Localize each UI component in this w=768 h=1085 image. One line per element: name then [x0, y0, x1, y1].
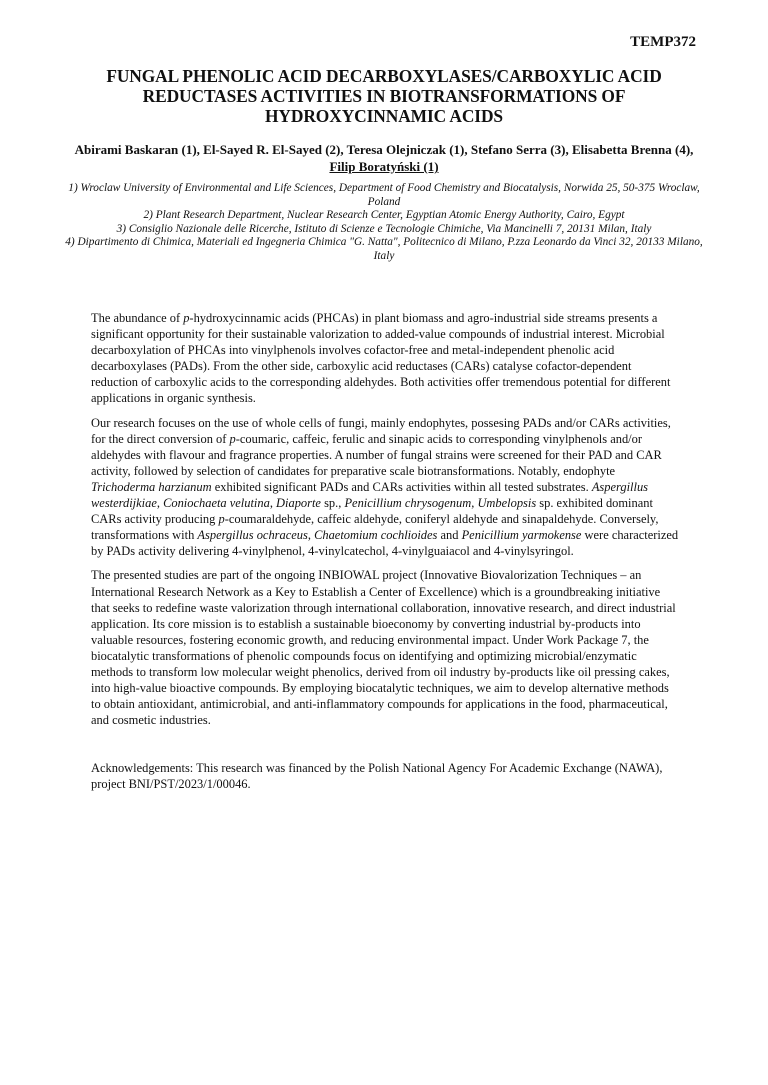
- italic-term: Trichoderma harzianum: [91, 479, 212, 494]
- paragraph-introduction: [91, 310, 681, 407]
- italic-term: Coniochaeta velutina: [163, 496, 270, 511]
- presenting-author: Filip Boratyński (1): [329, 159, 439, 174]
- italic-term: Diaporte: [276, 496, 321, 511]
- italic-term: p: [218, 512, 225, 527]
- italic-term: Chaetomium cochlioides: [314, 528, 438, 543]
- abstract-code: TEMP372: [630, 34, 696, 50]
- text-run: ,: [471, 496, 478, 511]
- affiliation: 2) Plant Research Department, Nuclear Research Center, Egyptian Atomic Energy Authority, Cairo, Egypt: [143, 209, 625, 222]
- title-line: FUNGAL PHENOLIC ACID DECARBOXYLASES/CARBOXYLIC ACID: [106, 66, 662, 86]
- italic-term: Penicillium chrysogenum: [344, 496, 472, 511]
- text-run: ,: [269, 496, 277, 511]
- abstract-body: [91, 310, 681, 736]
- italic-term: p: [229, 431, 236, 446]
- text-run: The presented studies are part of the ongoing INBIOWAL project (Innovative Biovalorization Techniques – an International Research Network as a Key to Establish a Center of Excellence) which is a groundbreaking initiative that seeks to redefine waste valorization through international collaboration, innovative research, and direct industrial application. Its core mission is to establish a sustainable bioeconomy by converting industrial by-products into valuable resources, fostering economic growth, and reducing environmental impact. Under Work Package 7, the biocatalytic transformations of phenolic compounds focus on identifying and optimizing microbial/enzymatic methods to transform low molecular weight phenolics, derived from oil industry by-products like oil pressing cakes, into high-value bioactive compounds. By employing biocatalytic techniques, we aim to develop alternative methods to obtain antioxidant, antimicrobial, and anti-inflammatory compounds for applications in the food, pharmaceutical, and cosmetic industries.: [91, 568, 676, 728]
- title-line: HYDROXYCINNAMIC ACIDS: [265, 106, 503, 126]
- text-run: were characterized by PADs activity delivering 4-vinylphenol, 4-vinylcatechol, 4-vinylguaiacol and 4-vinylsyringol.: [91, 528, 679, 559]
- text-run: ,: [307, 528, 315, 543]
- affiliation: 3) Consiglio Nazionale delle Ricerche, Istituto di Scienze e Tecnologie Chimiche, Via Mancinelli 7, 20131 Milan, Italy: [116, 222, 652, 235]
- paper-title: [60, 66, 708, 126]
- text-run: and: [437, 528, 462, 543]
- italic-term: Aspergillus ochraceus: [197, 528, 308, 543]
- text-run: -coumaraldehyde, caffeic aldehyde, coniferyl aldehyde and sinapaldehyde. Conversely, transformations with: [91, 512, 659, 543]
- italic-term: Umbelopsis: [477, 496, 537, 511]
- text-run: ,: [156, 496, 164, 511]
- author-list: [60, 141, 708, 175]
- text-run: sp. exhibited dominant CARs activity producing: [91, 496, 653, 527]
- text-run: exhibited significant PADs and CARs activities within all tested substrates.: [211, 479, 592, 494]
- affiliation: 4) Dipartimento di Chimica, Materiali ed Ingegneria Chimica "G. Natta", Politecnico di Milano, P.zza Leonardo da Vinci 32, 20133 Milano, Italy: [65, 236, 703, 262]
- acknowledgements: Acknowledgements: This research was financed by the Polish National Agency For Academic Exchange (NAWA), project BNI/PST/2023/1/00046.: [91, 761, 663, 792]
- italic-term: Aspergillus westerdijkiae: [91, 479, 649, 511]
- title-line: REDUCTASES ACTIVITIES IN BIOTRANSFORMATIONS OF: [142, 86, 626, 106]
- text-run: -coumaric, caffeic, ferulic and sinapic acids to corresponding vinylphenols and/or aldehydes with flavour and fragrance properties. A number of fungal strains were screened for their PAD and CAR activity, followed by selection of candidates for preparative scale biotransformations. Notably, endophyte: [91, 431, 662, 478]
- text-run: Our research focuses on the use of whole cells of fungi, mainly endophytes, possesing PADs and/or CARs activities, for the direct conversion of: [91, 415, 671, 446]
- text-run: -hydroxycinnamic acids (PHCAs) in plant biomass and agro-industrial side streams presents a significant opportunity for their sustainable valorization to added-value compounds of industrial interest. Microbial decarboxylation of PHCAs into vinylphenols involves cofactor-free and metal-independent phenolic acid decarboxylases (PADs). From the other side, carboxylic acid reductases (CARs) catalyse cofactor-dependent reduction of carboxylic acids to the corresponding aldehydes. Both activities offer tremendous potential for different applications in organic synthesis.: [91, 311, 671, 406]
- text-run: The abundance of: [91, 311, 184, 325]
- authors-text: Abirami Baskaran (1), El-Sayed R. El-Sayed (2), Teresa Olejniczak (1), Stefano Serra (3), Elisabetta Brenna (4),: [74, 142, 694, 157]
- italic-term: p: [183, 311, 190, 325]
- text-run: sp.,: [320, 496, 345, 511]
- paragraph-research: [91, 415, 681, 560]
- paragraph-project: [91, 567, 681, 728]
- italic-term: Penicillium yarmokense: [461, 528, 582, 543]
- affiliation: 1) Wroclaw University of Environmental and Life Sciences, Department of Food Chemistry and Biocatalysis, Norwida 25, 50-375 Wroclaw, Poland: [68, 182, 700, 208]
- affiliations: [60, 182, 708, 264]
